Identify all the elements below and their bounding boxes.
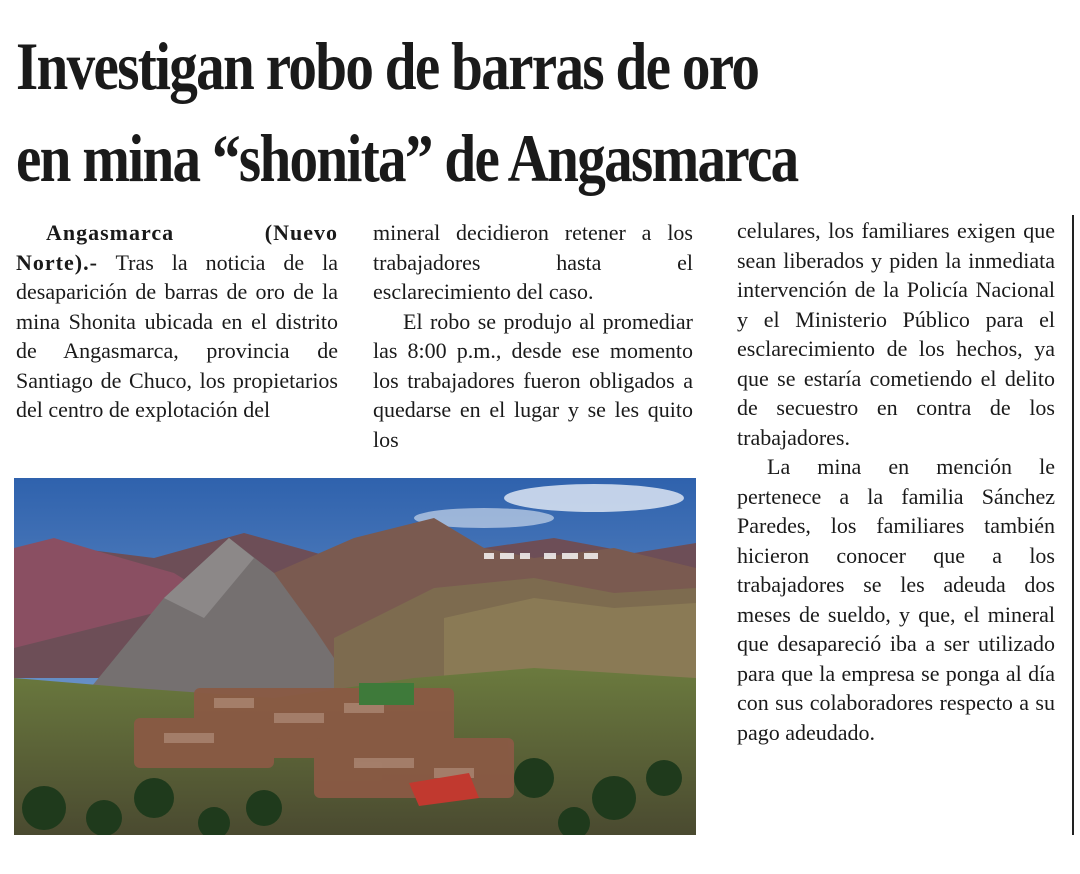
article-column-3 (737, 216, 1055, 747)
landscape-image (14, 478, 696, 835)
headline-line-1: Investigan robo de barras de oro (16, 28, 759, 104)
headline (16, 20, 898, 204)
article-column-1 (16, 218, 338, 425)
paragraph-2: mineral decidieron retener a los trabajadores hasta el esclarecimiento del caso. (373, 220, 693, 304)
dateline: Angasmarca (Nuevo Norte).- (16, 220, 338, 275)
paragraph-1-text: Tras la noticia de la desaparición de barras de oro de la mina Shonita ubicada en el distrito de Angasmarca, provincia de Santiago de Chuco, los propietarios del centro de explotación del (16, 249, 338, 422)
article-column-2 (373, 218, 693, 454)
angasmarca-town-photo (14, 478, 696, 835)
paragraph-5: La mina en mención le pertenece a la familia Sánchez Paredes, los familiares también hicieron conocer que a los trabajadores se les adeuda dos meses de sueldo, y que, el mineral que desapareció iba a ser utilizado para que la empresa se ponga al día con sus colaboradores respecto a su pago adeudado. (737, 454, 1055, 745)
column-rule (1072, 215, 1074, 835)
paragraph-1 (16, 218, 338, 425)
paragraph-4: celulares, los familiares exigen que sean liberados y piden la inmediata intervención de la Policía Nacional y el Ministerio Público para el esclarecimiento de los hechos, ya que se estaría cometiendo el delito de secuestro en contra de los trabajadores. (737, 218, 1055, 450)
paragraph-3: El robo se produjo al promediar las 8:00 p.m., desde ese momento los trabajadores fueron obligados a quedarse en el lugar y se les quito los (373, 308, 693, 452)
headline-line-2: en mina “shonita” de Angasmarca (16, 120, 798, 196)
